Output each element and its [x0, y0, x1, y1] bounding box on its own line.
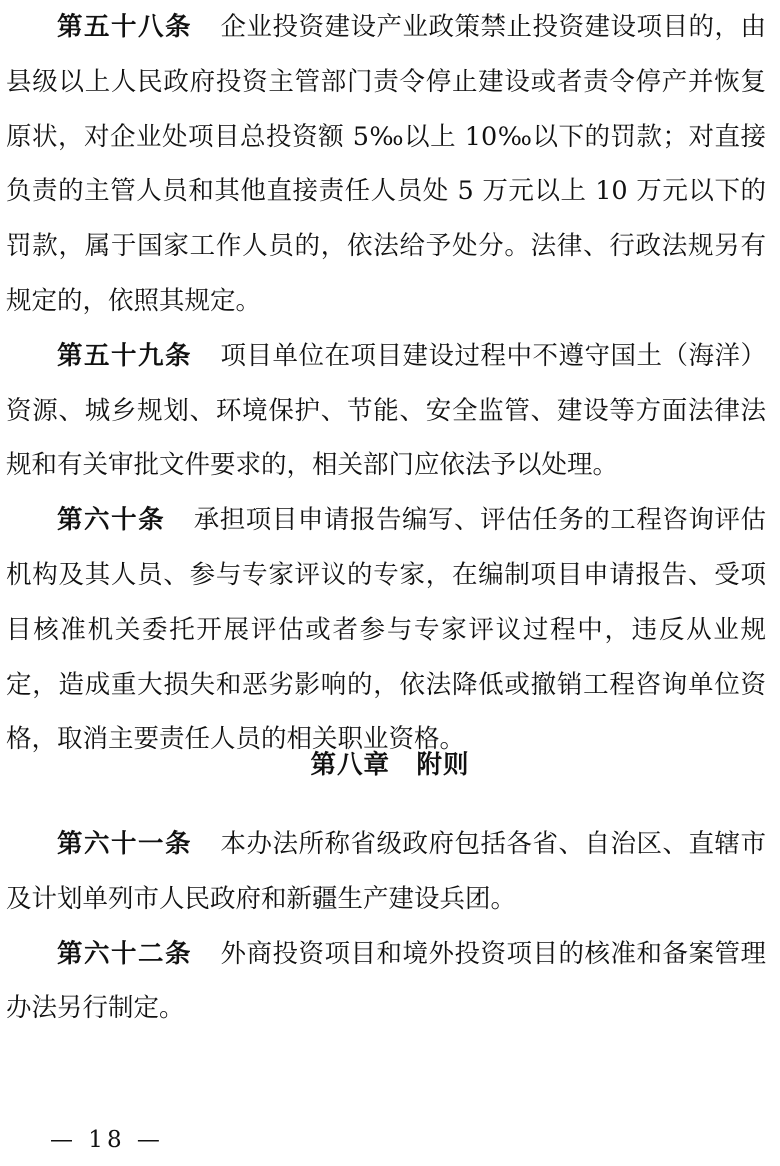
- article-body: 承担项目申请报告编写、评估任务的工程咨询评估机构及其人员、参与专家评议的专家，在编制项目申请报告、受项目核准机关委托开展评估或者参与专家评议过程中，违反从业规定，造成重大损失和恶劣影响的，依法降低或撤销工程咨询单位资格，取消主要责任人员的相关职业资格。: [6, 505, 766, 755]
- article-body: 本办法所称省级政府包括各省、自治区、直辖市及计划单列市人民政府和新疆生产建设兵团。: [6, 829, 766, 914]
- article-label: 第六十条: [57, 505, 166, 536]
- article-label: 第五十八条: [57, 12, 192, 42]
- article-body: 项目单位在项目建设过程中不遵守国土（海洋）资源、城乡规划、环境保护、节能、安全监管、建设等方面法律法规和有关审批文件要求的，相关部门应依法予以处理。: [6, 340, 766, 481]
- article-label: 第六十一条: [57, 829, 192, 859]
- article-61: [6, 817, 766, 927]
- supplementary-articles-section: [6, 817, 766, 1036]
- article-body: 企业投资建设产业政策禁止投资建设项目的，由县级以上人民政府投资主管部门责令停止建设或者责令停产并恢复原状，对企业处项目总投资额 5‰以上 10‰以下的罚款；对直接负责的主管人员和其他直接责任人员处 5 万元以上 10 万元以下的罚款，属于国家工作人员的，依法给予处分。法律、行政法规另有规定的，依照其规定。: [6, 12, 766, 316]
- chapter-heading: 第八章 附则: [310, 750, 470, 780]
- article-62: [6, 927, 766, 1037]
- article-59: [6, 329, 766, 493]
- articles-section: [6, 0, 766, 767]
- article-label: 第六十二条: [57, 938, 192, 969]
- article-60: [6, 493, 766, 767]
- article-label: 第五十九条: [57, 340, 192, 371]
- article-58: [6, 0, 766, 329]
- article-body: 外商投资项目和境外投资项目的核准和备案管理办法另行制定。: [6, 938, 766, 1024]
- page-number: — 18 —: [50, 1127, 164, 1153]
